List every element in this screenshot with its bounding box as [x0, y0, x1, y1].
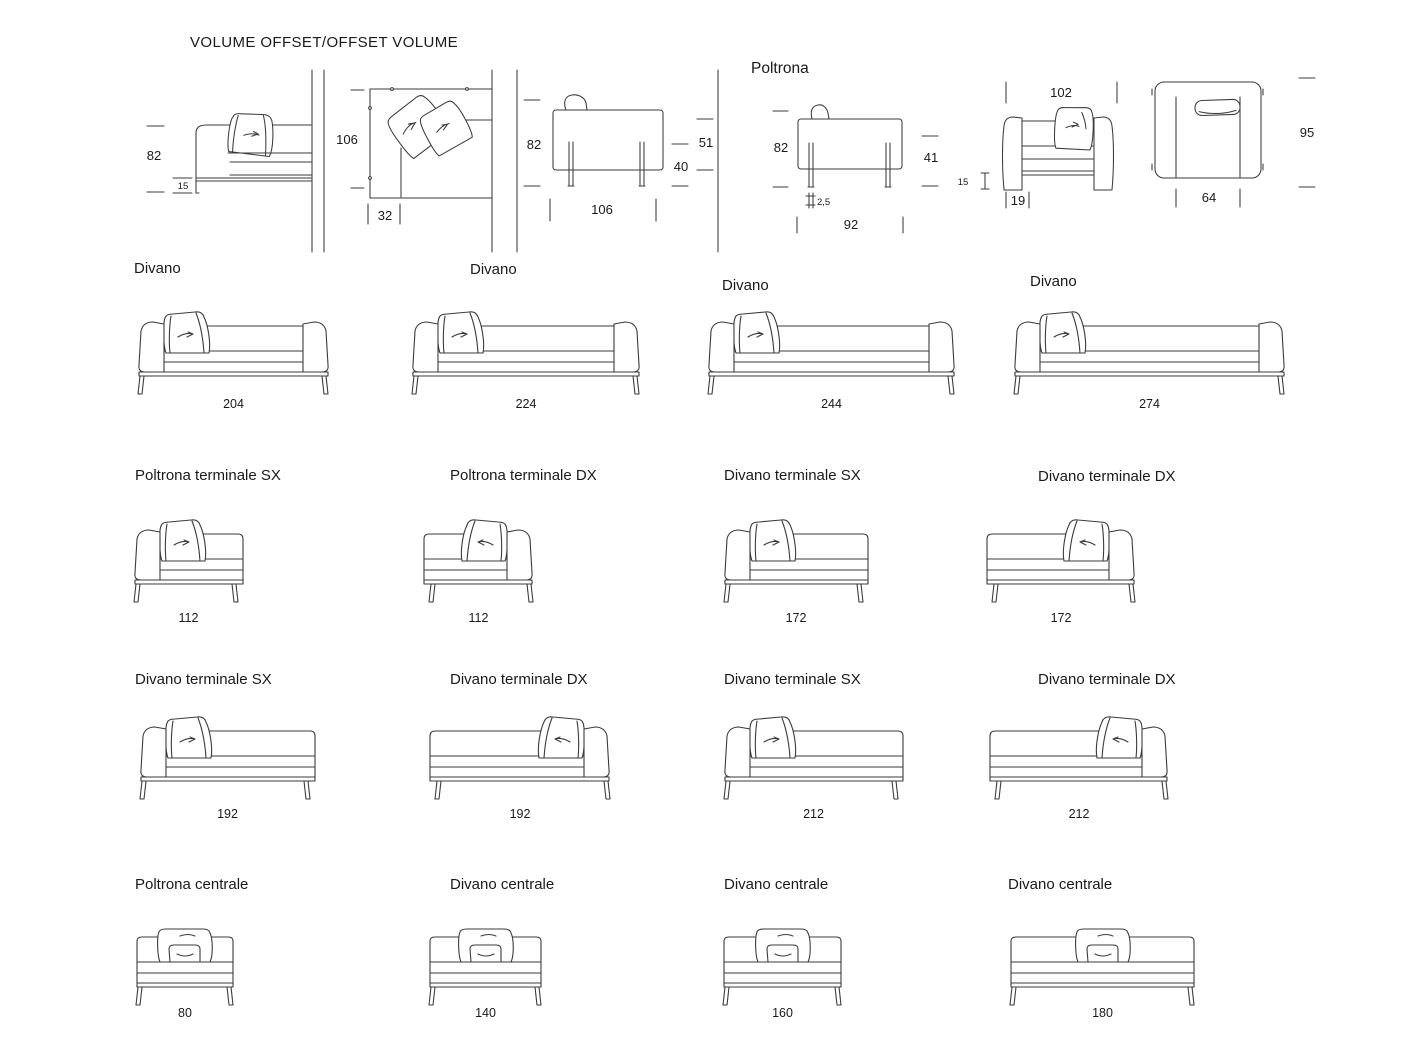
- model-dimension: 212: [803, 807, 824, 821]
- pillow: [1054, 106, 1095, 150]
- model-dimension: 192: [217, 807, 238, 821]
- model-label: Divano centrale: [1008, 876, 1113, 893]
- arm-profile: [196, 125, 206, 193]
- model-drawing-wrap: [138, 715, 317, 806]
- model-drawing-wrap: [722, 715, 905, 806]
- model-dimension: 160: [772, 1006, 793, 1020]
- model-drawing-wrap: [132, 518, 245, 609]
- model-label: Divano: [134, 260, 181, 277]
- model-drawing-wrap: [135, 921, 235, 1012]
- dim-arm-width: 19: [1010, 193, 1026, 208]
- model-drawing-centrale: [428, 921, 543, 1007]
- dim-width: 92: [843, 217, 859, 232]
- dim-ticks: [981, 173, 989, 189]
- model-label: Divano terminale SX: [724, 671, 861, 688]
- leg-thickness-detail: [806, 193, 815, 208]
- model-drawing-wrap: [422, 518, 535, 609]
- page-title: VOLUME OFFSET/OFFSET VOLUME: [190, 34, 459, 51]
- model-dimension: 172: [1050, 611, 1072, 625]
- model-drawing-terminale-sx: [722, 518, 870, 604]
- model-drawing-wrap: [410, 310, 642, 401]
- dim-height: 82: [773, 140, 789, 155]
- model-dimension: 172: [785, 611, 807, 625]
- model-label: Divano terminale DX: [450, 671, 588, 688]
- dim-height: 82: [526, 137, 542, 152]
- dim-width: 106: [591, 202, 613, 217]
- model-label: Divano: [470, 261, 517, 278]
- back-roll-cushion: [1195, 99, 1240, 116]
- section-cut-lines: [492, 70, 517, 252]
- model-drawing-terminale-dx: [422, 518, 535, 604]
- model-label: Divano centrale: [724, 876, 829, 893]
- model-drawing-wrap: [136, 310, 331, 401]
- pillow: [226, 111, 275, 157]
- model-label: Divano: [722, 277, 769, 294]
- model-dimension: 204: [223, 397, 244, 411]
- dim-seat-height: 40: [673, 159, 689, 174]
- model-dimension: 192: [509, 807, 531, 821]
- pillow-flap: [811, 105, 829, 119]
- model-drawing-terminale-dx: [428, 715, 612, 801]
- model-dimension: 140: [475, 1006, 496, 1020]
- model-drawing-wrap: [722, 921, 843, 1012]
- sofa-side-view: [147, 70, 324, 252]
- model-drawing-centrale: [135, 921, 235, 1007]
- dim-height: 82: [146, 148, 162, 163]
- outline: [1155, 82, 1261, 178]
- model-drawing-centrale: [722, 921, 843, 1007]
- dim-width: 102: [1050, 85, 1072, 100]
- model-drawing-wrap: [1009, 921, 1196, 1012]
- model-drawing-divano: [706, 310, 957, 396]
- right-arm: [1094, 117, 1114, 190]
- model-dimension: 244: [821, 397, 842, 411]
- armchair-plan-view: [1152, 78, 1315, 207]
- dim-seat-width: 64: [1201, 190, 1217, 205]
- model-drawing-terminale-dx: [988, 715, 1170, 801]
- dim-arm-width: 32: [377, 208, 393, 223]
- model-drawing-wrap: [988, 715, 1170, 806]
- dim-leg-thickness: 2,5: [817, 197, 831, 208]
- model-drawing-terminale-sx: [138, 715, 317, 801]
- model-drawing-terminale-sx: [722, 715, 905, 801]
- technical-views-panel: [0, 0, 1418, 258]
- model-label: Divano terminale DX: [1038, 671, 1176, 688]
- model-dimension: 112: [178, 611, 199, 625]
- left-arm: [1003, 117, 1023, 190]
- model-dimension: 274: [1139, 397, 1160, 411]
- sofa-back-view: [524, 70, 718, 252]
- dim-seat-height: 41: [923, 150, 939, 165]
- model-label: Poltrona terminale SX: [135, 467, 281, 484]
- armchair-back-view: [751, 60, 938, 233]
- model-dimension: 212: [1068, 807, 1090, 821]
- model-drawing-terminale-sx: [132, 518, 245, 604]
- rail: [1022, 171, 1094, 175]
- model-drawing-wrap: [722, 518, 870, 609]
- dim-leg: 15: [177, 181, 189, 192]
- model-drawing-wrap: [1012, 310, 1287, 401]
- corner-plan-view: [336, 70, 517, 252]
- model-drawing-wrap: [428, 921, 543, 1012]
- model-label: Divano terminale DX: [1038, 468, 1176, 485]
- seat-lines: [196, 153, 312, 181]
- model-dimension: 180: [1092, 1006, 1113, 1020]
- model-label: Divano: [1030, 273, 1077, 290]
- section-cut-lines: [312, 70, 324, 252]
- model-label: Divano terminale SX: [135, 671, 272, 688]
- dim-depth: 106: [336, 132, 358, 147]
- model-dimension: 224: [515, 397, 537, 411]
- model-drawing-divano: [410, 310, 642, 396]
- armchair-front-view: [958, 82, 1117, 208]
- model-drawing-divano: [1012, 310, 1287, 396]
- model-drawing-wrap: [706, 310, 957, 401]
- model-drawing-terminale-dx: [985, 518, 1137, 604]
- model-label: Poltrona terminale DX: [450, 467, 597, 484]
- pillow-flap: [565, 95, 587, 110]
- model-drawing-centrale: [1009, 921, 1196, 1007]
- dim-backrest: 51: [698, 135, 714, 150]
- dim-depth: 95: [1299, 125, 1315, 140]
- model-drawing-divano: [136, 310, 331, 396]
- model-label: Divano terminale SX: [724, 467, 861, 484]
- dim-leg: 15: [957, 177, 969, 188]
- armchair-section-label: Poltrona: [751, 60, 809, 77]
- model-drawing-wrap: [428, 715, 612, 806]
- model-drawing-wrap: [985, 518, 1137, 609]
- model-dimension: 112: [468, 611, 489, 625]
- model-label: Divano centrale: [450, 876, 555, 893]
- model-label: Poltrona centrale: [135, 876, 249, 893]
- model-dimension: 80: [178, 1006, 192, 1020]
